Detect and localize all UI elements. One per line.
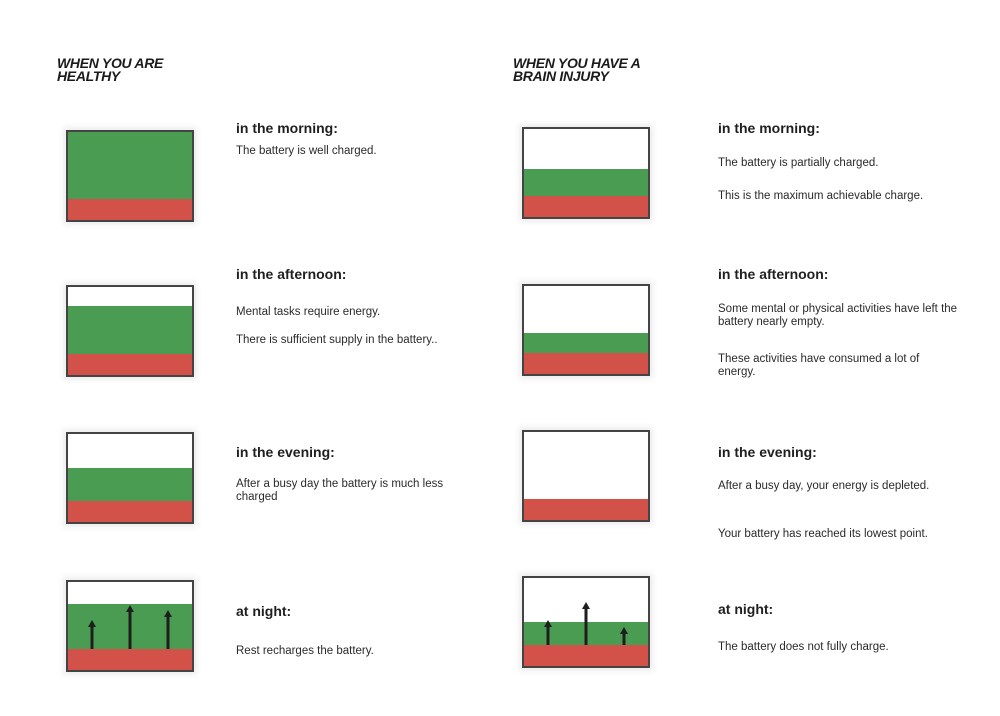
recharge-arrows — [524, 578, 648, 666]
text-healthy-night-1: Rest recharges the battery. — [236, 645, 374, 657]
text-injury-afternoon-1: Some mental or physical activities have left the battery nearly empty. — [718, 303, 958, 328]
battery-injury-night — [522, 576, 650, 668]
battery-reserve-level — [68, 199, 192, 220]
heading-injury-night: at night: — [718, 601, 774, 617]
text-injury-afternoon-2: These activities have consumed a lot of energy. — [718, 353, 920, 378]
recharge-arrow-head — [620, 627, 628, 634]
heading-injury-morning: in the morning: — [718, 120, 820, 136]
battery-reserve-level — [524, 196, 648, 217]
battery-charge-level — [524, 333, 648, 353]
text-healthy-morning-1: The battery is well charged. — [236, 145, 377, 157]
text-injury-evening-1: After a busy day, your energy is depleted. — [718, 480, 930, 492]
text-healthy-afternoon-2: There is sufficient supply in the battery.. — [236, 334, 438, 346]
battery-healthy-night — [66, 580, 194, 672]
battery-injury-morning — [522, 127, 650, 219]
battery-reserve-level — [524, 353, 648, 374]
recharge-arrow-head — [126, 605, 134, 612]
text-injury-night-1: The battery does not fully charge. — [718, 641, 889, 653]
battery-charge-level — [68, 306, 192, 354]
recharge-arrows — [68, 582, 192, 670]
battery-healthy-afternoon — [66, 285, 194, 377]
battery-charge-level — [524, 169, 648, 196]
heading-injury-evening: in the evening: — [718, 444, 817, 460]
battery-injury-evening — [522, 430, 650, 522]
heading-healthy-morning: in the morning: — [236, 120, 338, 136]
battery-reserve-level — [68, 354, 192, 375]
heading-injury-afternoon: in the afternoon: — [718, 266, 829, 282]
heading-healthy-evening: in the evening: — [236, 444, 335, 460]
battery-charge-level — [68, 130, 192, 199]
healthy-column-title: WHEN YOU ARE HEALTHY — [57, 55, 164, 84]
text-injury-morning-1: The battery is partially charged. — [718, 157, 879, 169]
text-healthy-afternoon-1: Mental tasks require energy. — [236, 306, 381, 318]
recharge-arrow-head — [88, 620, 96, 627]
text-injury-morning-2: This is the maximum achievable charge. — [718, 190, 924, 202]
heading-healthy-night: at night: — [236, 603, 292, 619]
recharge-arrow-head — [582, 602, 590, 609]
battery-healthy-morning — [66, 130, 194, 222]
injury-column-title: WHEN YOU HAVE A BRAIN INJURY — [513, 55, 641, 84]
text-injury-evening-2: Your battery has reached its lowest point. — [718, 528, 928, 540]
recharge-arrow-head — [544, 620, 552, 627]
text-healthy-evening-1: After a busy day the battery is much less charged — [236, 478, 444, 503]
battery-charge-level — [68, 468, 192, 501]
battery-healthy-evening — [66, 432, 194, 524]
battery-reserve-level — [524, 499, 648, 520]
battery-injury-afternoon — [522, 284, 650, 376]
heading-healthy-afternoon: in the afternoon: — [236, 266, 347, 282]
recharge-arrow-head — [164, 610, 172, 617]
battery-reserve-level — [68, 501, 192, 522]
